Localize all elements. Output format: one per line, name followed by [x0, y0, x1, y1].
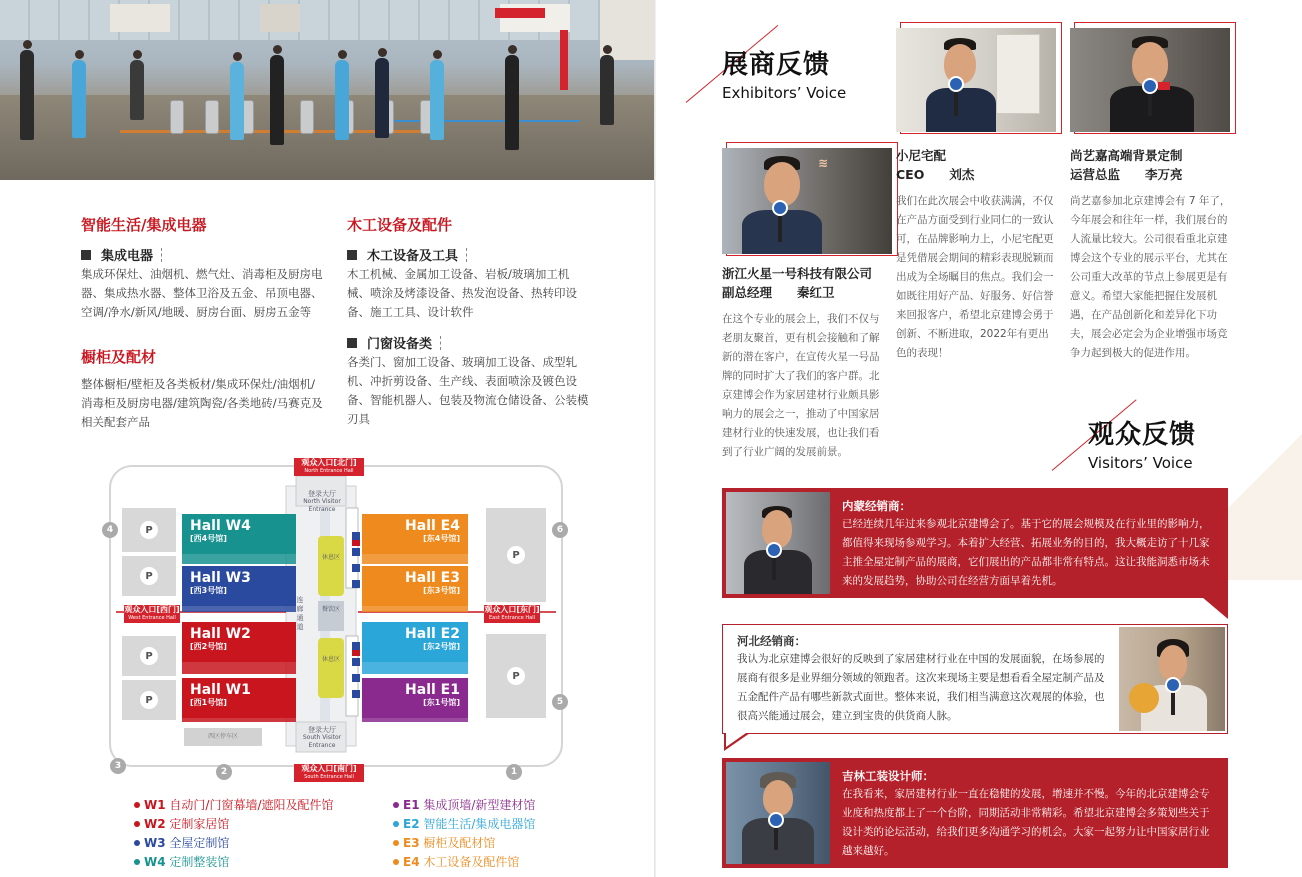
east-entrance-label: 观众入口[东门] East Entrance Hall — [484, 605, 540, 621]
south-lobby-label: 登录大厅 South Visitor Entrance — [302, 726, 342, 749]
parking-nw-2 — [122, 556, 176, 596]
west-entrance-label: 观众入口[西门] West Entrance Hall — [124, 605, 180, 621]
number-circle-icon: 4 — [102, 522, 118, 538]
legend-item-e2: E2 智能生活/集成电器馆 — [393, 815, 535, 834]
parking-icon: P — [507, 546, 525, 564]
exhibitor-3-info: 尚艺嘉高端背景定制 运营总监 李万亮 — [1070, 148, 1183, 182]
visitor-1-name: 内蒙经销商： — [842, 499, 911, 513]
visitor-3-text: 在我看来，家居建材行业一直在稳健的发展，增速并不慢。今年的北京建博会专业度和热度都上了一个台阶，同期活动非常精彩。希望北京建博会多策划些关于设计类的论坛活动，给我们更多沟通学习的机会。大家一起努力让中国家居行业越来越好。 — [842, 788, 1210, 857]
bubble-tail-inner — [726, 733, 746, 747]
rest-area-south-label: 休息区 — [321, 656, 340, 663]
exhibitor-photo-huoxing: ≋ — [722, 148, 892, 254]
visitor-feedback-2 — [722, 624, 1228, 734]
exhibitor-3-quote: 尚艺嘉参加北京建博会有 7 年了，今年展会和往年一样，我们展台的人流量比较大。公司很看重北京建博会这个专业的展示平台，尤其在公司重大改革的节点上参展更是有意义。希望大家能把握住发展机遇，在产品创新化和差异化下功夫，展会必定会为企业增强市场竞争力起到极大的促进作用。 — [1070, 195, 1231, 359]
category-title-smart-life: 智能生活/集成电器 — [81, 216, 207, 234]
category-title-cabinets: 橱柜及配材 — [81, 348, 157, 366]
exhibitor-photo-shangyijia — [1070, 28, 1230, 132]
number-circle-icon: 6 — [552, 522, 568, 538]
exhibitors-title: 展商反馈 — [722, 50, 831, 80]
legend-item-w4: W4 定制整装馆 — [134, 853, 334, 872]
hall-e4[interactable]: Hall E4 [东4号馆] — [362, 514, 468, 554]
hall-e2[interactable]: Hall E2 [东2号馆] — [362, 622, 468, 662]
hall-w1[interactable]: Hall W1 [西1号馆] — [182, 678, 296, 718]
bubble-tail — [1202, 597, 1228, 619]
category-text-integrated-appliances: 集成环保灶、油烟机、燃气灶、消毒柜及厨房电器、集成热水器、整体卫浴及五金、吊顶电器、空调/净水/新风/地暖、厨房台面、厨房五金等 — [81, 267, 323, 319]
legend-item-w1: W1 自动门/门窗幕墙/遮阳及配件馆 — [134, 796, 334, 815]
parking-icon: P — [140, 521, 158, 539]
microphone-icon — [772, 200, 788, 216]
north-entrance-label: 观众入口[北门] North Entrance Hall — [294, 458, 364, 476]
exhibitor-1-info: 浙江火星一号科技有限公司 副总经理 秦红卫 — [722, 266, 873, 300]
right-page — [656, 0, 1302, 877]
legend-item-e1: E1 集成顶墙/新型建材馆 — [393, 796, 535, 815]
exhibitor-2-info: 小尼宅配 CEO 刘杰 — [896, 148, 975, 182]
legend-item-e3: E3 橱柜及配材馆 — [393, 834, 535, 853]
parking-nw-1 — [122, 508, 176, 552]
subcategory-woodworking-tools: 木工设备及工具 — [347, 245, 467, 264]
visitor-1-text: 已经连续几年过来参观北京建博会了。基于它的展会规模及在行业里的影响力，都值得来现场参观学习。本着扩大经营、拓展业务的目的，我大概走访了十几家主推全屋定制产品的展商，它们展出的产品都非常有特点。这让我能洞悉市场未来的发展趋势，协助公司在经营方面早着先机。 — [842, 518, 1210, 587]
parking-icon: P — [140, 647, 158, 665]
microphone-icon — [768, 812, 784, 828]
parking-icon: P — [507, 667, 525, 685]
exhibitor-photo-xiaoni — [896, 28, 1056, 132]
rest-area-north-label: 休息区 — [321, 554, 340, 561]
hall-legend-west — [134, 796, 334, 872]
category-text-cabinets: 整体橱柜/壁柜及各类板材/集成环保灶/油烟机/消毒柜及厨房电器/建筑陶瓷/各类地砖/马赛克及相关配套产品 — [81, 377, 323, 429]
hall-w3[interactable]: Hall W3 [西3号馆] — [182, 566, 296, 606]
visitor-3-name: 吉林工装设计师： — [842, 769, 934, 783]
exhibitors-subtitle: Exhibitors’ Voice — [722, 84, 847, 102]
parking-icon: P — [140, 567, 158, 585]
visitor-feedback-1 — [722, 488, 1228, 598]
subcategory-door-window-equipment: 门窗设备类 — [347, 333, 441, 352]
south-entrance-label: 观众入口[南门] South Entrance Hall — [294, 764, 364, 782]
corridor-label: 连廊通道 — [296, 596, 304, 631]
visitor-photo-1 — [726, 492, 830, 594]
visitors-subtitle: Visitors’ Voice — [1088, 454, 1193, 472]
visitors-title: 观众反馈 — [1088, 420, 1197, 450]
subcategory-integrated-appliances: 集成电器 — [81, 245, 162, 264]
visitor-2-name: 河北经销商： — [737, 634, 806, 648]
category-title-woodworking: 木工设备及配件 — [347, 216, 453, 234]
legend-item-e4: E4 木工设备及配件馆 — [393, 853, 535, 872]
hall-e1[interactable]: Hall E1 [东1号馆] — [362, 678, 468, 718]
parking-ne — [486, 508, 546, 602]
visitor-photo-2 — [1119, 627, 1225, 731]
microphone-icon — [1165, 677, 1181, 693]
parking-icon: P — [140, 691, 158, 709]
category-text-woodworking-tools: 木工机械、金属加工设备、岩板/玻璃加工机械、喷涂及烤漆设备、热发泡设备、热转印设备、施工工具、设计软件 — [347, 267, 577, 319]
number-circle-icon: 1 — [506, 764, 522, 780]
visitor-feedback-3 — [722, 758, 1228, 868]
hall-w2[interactable]: Hall W2 [西2号馆] — [182, 622, 296, 662]
number-circle-icon: 2 — [216, 764, 232, 780]
parking-sw-1 — [122, 636, 176, 676]
entrance-hall-photo — [0, 0, 656, 180]
number-circle-icon: 5 — [552, 694, 568, 710]
hall-e3[interactable]: Hall E3 [东3号馆] — [362, 566, 468, 606]
hall-legend-east — [393, 796, 535, 872]
exhibitor-1-quote: 在这个专业的展会上，我们不仅与老朋友聚首，更有机会接触和了解新的潜在客户，在宣传火星一号品牌的同时扩大了我们的客户群。北京建博会作为家居建材行业颇具影响力的展会之一，推动了中国家居建材行业的快速发展，也让我们看到了行业广阔的发展前景。 — [722, 313, 880, 458]
exhibitor-2-quote: 我们在此次展会中收获满满，不仅在产品方面受到行业同仁的一致认可，在品牌影响力上，小尼宅配更是凭借展会期间的精彩表现脱颖而出成为全场瞩目的焦点。我们会一如既往用好产品、好服务、好信誉来回报客户，希望北京建博会勇于创新、不断进取，2022年有更出色的表现！ — [896, 195, 1054, 359]
hall-w4[interactable]: Hall W4 [西4号馆] — [182, 514, 296, 554]
legend-item-w2: W2 定制家居馆 — [134, 815, 334, 834]
north-lobby-label: 登录大厅 North Visitor Entrance — [303, 490, 341, 513]
lounge-label: 餐饮区 — [321, 606, 340, 613]
visitor-2-text: 我认为北京建博会很好的反映到了家居建材行业在中国的发展面貌，在场参展的展商有很多是业界细分领域的领跑者。这次来现场主要是想看看全屋定制产品及五金配件产品有哪些新款式面世。整体来说，我们相当满意这次观展的体验，也很高兴能通过展会，建立到宝贵的供货商人脉。 — [737, 653, 1105, 722]
parking-se — [486, 634, 546, 718]
microphone-icon — [948, 76, 964, 92]
number-circle-icon: 3 — [110, 758, 126, 774]
visitor-photo-3 — [726, 762, 830, 864]
exhibition-floor-map — [96, 456, 580, 786]
parking-sw-2 — [122, 680, 176, 720]
microphone-icon — [766, 542, 782, 558]
category-text-door-window-equipment: 各类门、窗加工设备、玻璃加工设备、成型轧机、冲折剪设备、生产线、表面喷涂及镀色设备、智能机器人、包装及物流仓储设备、公装模刃具 — [347, 355, 589, 426]
temp-area-label: 西区停车区 — [207, 733, 238, 740]
microphone-icon — [1142, 78, 1158, 94]
legend-item-w3: W3 全屋定制馆 — [134, 834, 334, 853]
